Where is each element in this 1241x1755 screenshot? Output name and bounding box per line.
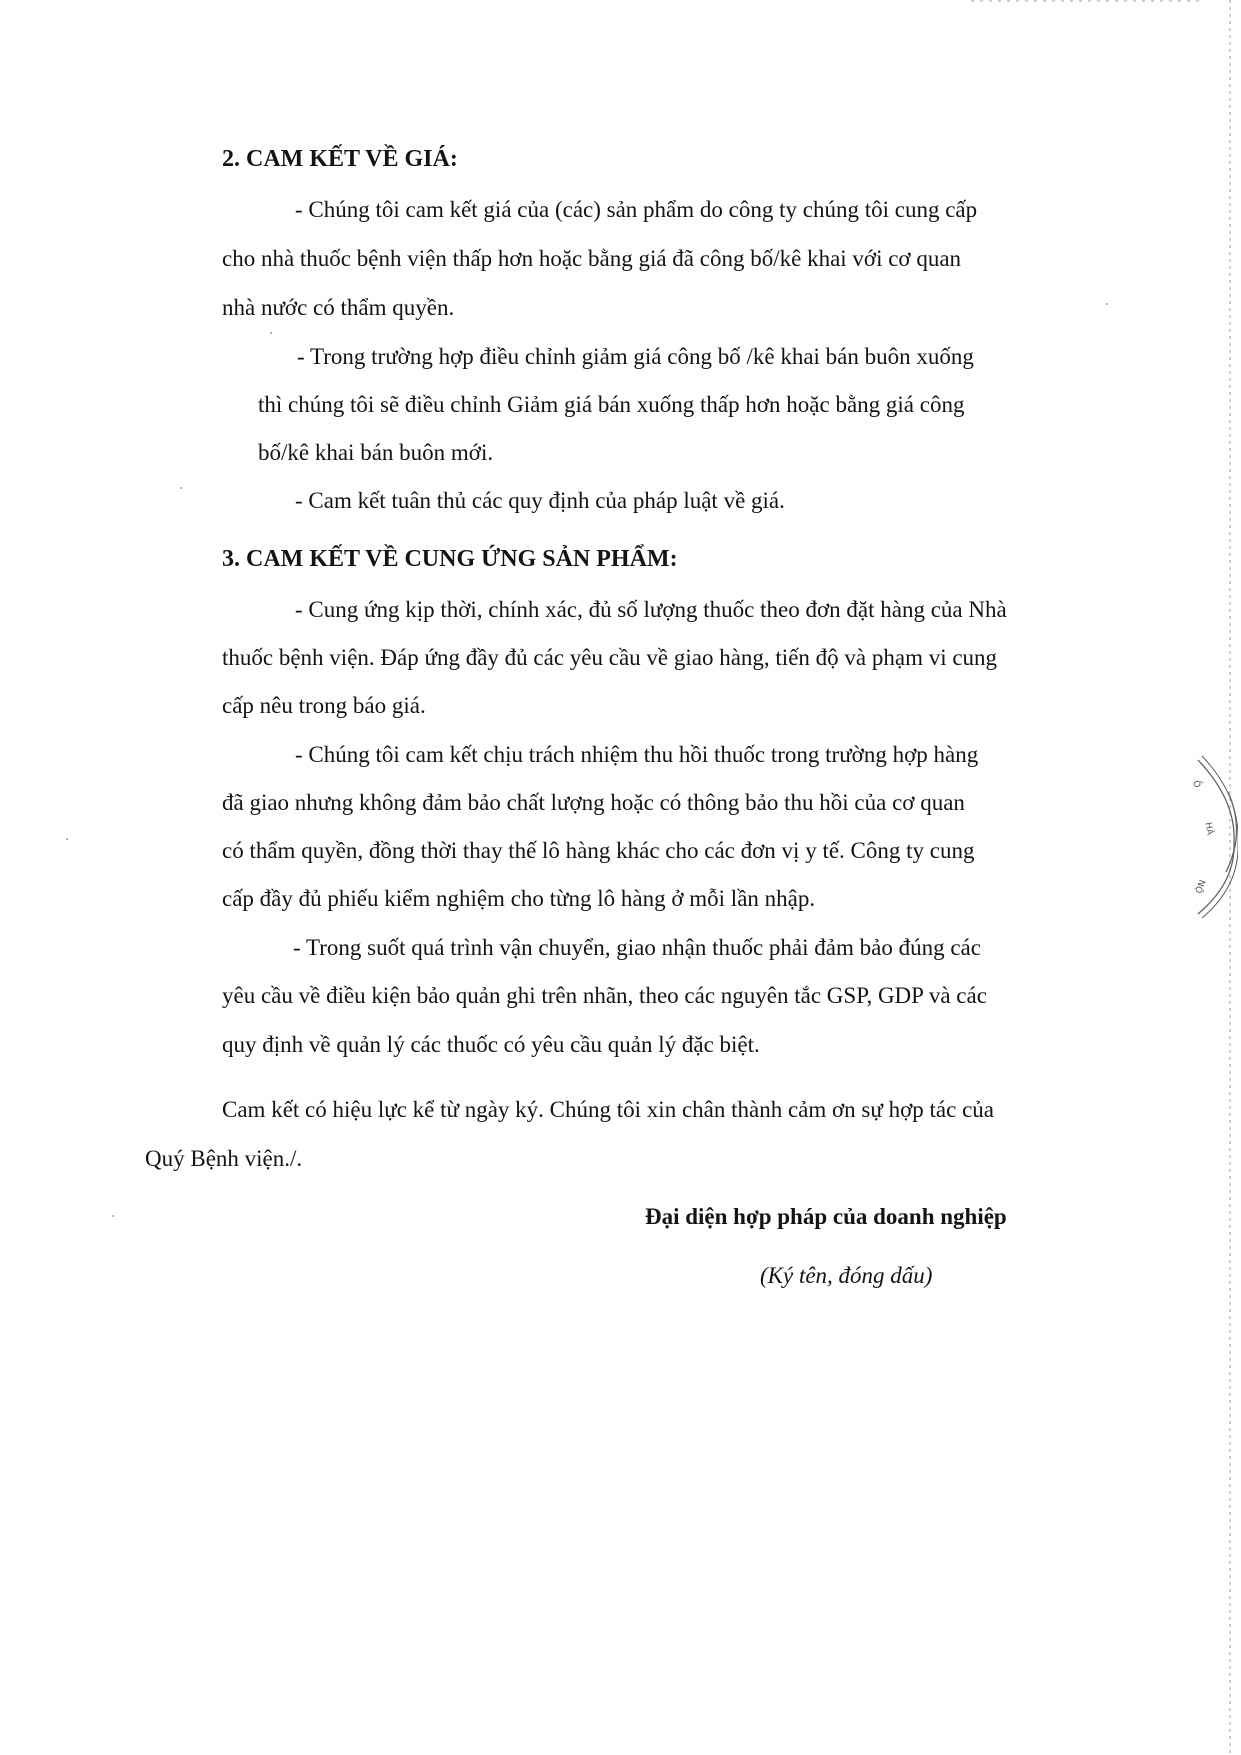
section-3-line: quy định về quản lý các thuốc có yêu cầu quản lý đặc biệt. (222, 1032, 760, 1057)
stamp-text: NỘ (1192, 877, 1207, 895)
closing-line: Cam kết có hiệu lực kể từ ngày ký. Chúng tôi xin chân thành cảm ơn sự hợp tác của (222, 1097, 994, 1122)
section-3-line: đã giao nhưng không đảm bảo chất lượng hoặc có thông bảo thu hồi của cơ quan (222, 790, 965, 815)
signature-title: Đại diện hợp pháp của doanh nghiệp (645, 1204, 1007, 1229)
section-3-line: thuốc bệnh viện. Đáp ứng đầy đủ các yêu cầu về giao hàng, tiến độ và phạm vi cung (222, 645, 998, 670)
section-2-line: - Trong trường hợp điều chỉnh giảm giá công bố /kê khai bán buôn xuống (297, 344, 974, 369)
section-3-line: - Chúng tôi cam kết chịu trách nhiệm thu hồi thuốc trong trường hợp hàng (295, 742, 979, 767)
section-3-heading: 3. CAM KẾT VỀ CUNG ỨNG SẢN PHẨM: (222, 546, 678, 572)
stamp-text: HÀ (1202, 821, 1215, 837)
stamp-ring (1198, 842, 1234, 914)
section-2-line: - Cam kết tuân thủ các quy định của pháp luật về giá. (295, 488, 785, 513)
scan-speck (270, 332, 272, 334)
scan-speck (1106, 303, 1108, 305)
section-2-line: - Chúng tôi cam kết giá của (các) sản phẩm do công ty chúng tôi cung cấp (295, 197, 978, 222)
section-3-line: yêu cầu về điều kiện bảo quản ghi trên nhãn, theo các nguyên tắc GSP, GDP và các (222, 983, 987, 1008)
section-2-line: cho nhà thuốc bệnh viện thấp hơn hoặc bằng giá đã công bố/kê khai với cơ quan (222, 246, 962, 271)
section-2-line: nhà nước có thẩm quyền. (222, 295, 455, 320)
section-3-line: cấp đầy đủ phiếu kiểm nghiệm cho từng lô hàng ở mỗi lần nhập. (222, 886, 816, 911)
section-2-line: thì chúng tôi sẽ điều chỉnh Giảm giá bán xuống thấp hơn hoặc bằng giá công (258, 392, 965, 417)
section-2-heading: 2. CAM KẾT VỀ GIÁ: (222, 146, 458, 172)
section-3-line: có thẩm quyền, đồng thời thay thế lô hàng khác cho các đơn vị y tế. Công ty cung (222, 838, 975, 863)
stamp-text: Ố (1189, 779, 1203, 791)
signature-note: (Ký tên, đóng dấu) (760, 1263, 933, 1288)
scan-speck (66, 838, 68, 840)
section-3-line: - Cung ứng kịp thời, chính xác, đủ số lượng thuốc theo đơn đặt hàng của Nhà (295, 597, 1007, 622)
scan-speck (180, 487, 182, 489)
closing-line: Quý Bệnh viện./. (145, 1146, 303, 1171)
section-3-line: - Trong suốt quá trình vận chuyển, giao nhận thuốc phải đảm bảo đúng các (293, 935, 981, 960)
scan-top-edge (971, 0, 1201, 2)
scan-speck (112, 1215, 114, 1217)
section-3-line: cấp nêu trong báo giá. (222, 693, 426, 718)
section-2-line: bố/kê khai bán buôn mới. (258, 440, 494, 465)
stamp-fragment (1188, 752, 1238, 922)
